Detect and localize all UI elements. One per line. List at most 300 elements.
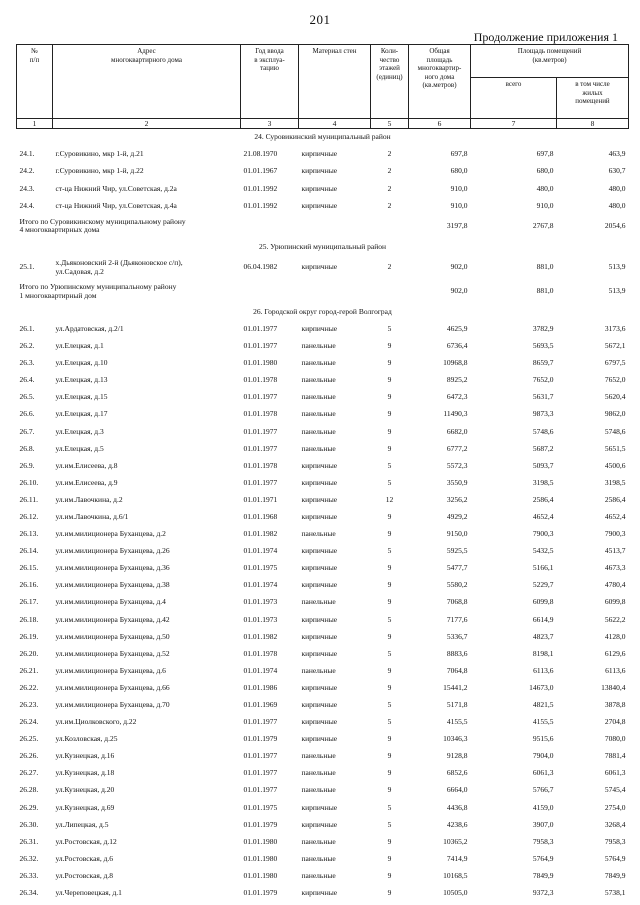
floors-cell: 9 <box>387 341 392 351</box>
address-cell: ул.им.Циолковского, д.22 <box>55 717 137 727</box>
address-cell: ул.Елецкая, д.13 <box>55 375 108 385</box>
column-number: 3 <box>241 119 299 129</box>
premises-living-cell: 4673,3 <box>604 563 626 573</box>
commission-date-cell: 01.01.1974 <box>243 665 278 675</box>
floors-cell: 9 <box>387 358 392 368</box>
table-row <box>17 748 629 765</box>
wall-material-cell: кирпичные <box>301 166 338 176</box>
address-cell: ул.им.милиционера Буханцева, д.6 <box>55 665 166 675</box>
row-number: 26.19. <box>19 631 39 641</box>
premises-living-cell: 630,7 <box>608 166 626 176</box>
address-cell: ул.Елецкая, д.3 <box>55 426 104 436</box>
premises-living-cell: 7958,3 <box>604 836 626 846</box>
total-area-cell: 5925,5 <box>446 546 468 556</box>
wall-material-cell: кирпичные <box>301 200 338 210</box>
row-number: 24.4. <box>19 200 35 210</box>
address-cell: ул.им.милиционера Буханцева, д.42 <box>55 614 170 624</box>
premises-all-cell: 5693,5 <box>532 341 554 351</box>
header-premises-area: Площадь помещений (кв.метров) <box>471 45 629 78</box>
total-area-cell: 6736,4 <box>446 341 468 351</box>
table-body <box>17 129 629 902</box>
row-number: 26.17. <box>19 597 39 607</box>
section-row <box>17 238 629 255</box>
commission-date-cell: 01.01.1974 <box>243 580 278 590</box>
table-row <box>17 389 629 406</box>
premises-all-cell: 5748,6 <box>532 426 554 436</box>
address-cell: ст-ца Нижний Чир, ул.Советская, д.4а <box>55 200 177 210</box>
table-row <box>17 457 629 474</box>
address-cell: ул.Козловская, д.25 <box>55 734 118 744</box>
floors-cell: 9 <box>387 563 392 573</box>
total-area-cell: 4625,9 <box>446 323 468 333</box>
commission-date-cell: 01.01.1982 <box>243 631 278 641</box>
wall-material-cell: кирпичные <box>301 563 338 573</box>
commission-date-cell: 01.01.1977 <box>243 341 278 351</box>
commission-date-cell: 01.01.1973 <box>243 597 278 607</box>
premises-living-cell: 480,0 <box>608 200 626 210</box>
commission-date-cell: 01.01.1977 <box>243 717 278 727</box>
commission-date-cell: 01.01.1980 <box>243 358 278 368</box>
commission-date-cell: 01.01.1977 <box>243 323 278 333</box>
address-cell: г.Суровикино, мкр 1-й, д.22 <box>55 166 144 176</box>
row-number: 26.26. <box>19 751 39 761</box>
wall-material-cell: кирпичные <box>301 580 338 590</box>
address-cell: ул.им.милиционера Буханцева, д.4 <box>55 597 166 607</box>
table-row <box>17 543 629 560</box>
floors-cell: 2 <box>387 262 392 272</box>
premises-living-cell: 5748,6 <box>604 426 626 436</box>
premises-living-cell: 13840,4 <box>601 682 626 692</box>
premises-living-cell: 4652,4 <box>604 511 626 521</box>
section-title: 26. Городской округ город-герой Волгоград <box>253 306 392 316</box>
premises-living-cell: 6061,3 <box>604 768 626 778</box>
wall-material-cell: кирпичные <box>301 648 338 658</box>
commission-date-cell: 01.01.1980 <box>243 870 278 880</box>
row-number: 24.1. <box>19 149 35 159</box>
table-row <box>17 833 629 850</box>
table-row <box>17 256 629 280</box>
total-area-cell: 6852,6 <box>446 768 468 778</box>
wall-material-cell: панельные <box>301 426 336 436</box>
wall-material-cell: панельные <box>301 785 336 795</box>
commission-date-cell: 01.01.1978 <box>243 648 278 658</box>
header-living: в том числе жилых помещений <box>557 78 629 119</box>
row-number: 26.31. <box>19 836 39 846</box>
total-area-cell: 10968,8 <box>443 358 468 368</box>
wall-material-cell: кирпичные <box>301 323 338 333</box>
premises-living-cell: 2586,4 <box>604 494 626 504</box>
total-area-cell: 5580,2 <box>446 580 468 590</box>
floors-cell: 9 <box>387 631 392 641</box>
address-cell: ул.Кузнецкая, д.18 <box>55 768 115 778</box>
column-number: 8 <box>557 119 629 129</box>
floors-cell: 9 <box>387 580 392 590</box>
table-row <box>17 475 629 492</box>
total-label: Итого по Суровикинскому муниципальному району 4 многоквартирных дома <box>19 216 186 235</box>
total-label: Итого по Урюпинскому муниципальному району 1 многоквартирный дом <box>19 282 177 300</box>
wall-material-cell: кирпичные <box>301 511 338 521</box>
premises-all-cell: 4159,0 <box>532 802 554 812</box>
premises-all-cell: 480,0 <box>536 183 554 193</box>
floors-cell: 9 <box>387 597 392 607</box>
premises-living-cell: 3173,6 <box>604 323 626 333</box>
total-area-cell: 4436,8 <box>446 802 468 812</box>
total-area-cell: 10346,3 <box>443 734 468 744</box>
wall-material-cell: панельные <box>301 529 336 539</box>
premises-all-cell: 3198,5 <box>532 477 554 487</box>
total-area-cell: 680,0 <box>450 166 468 176</box>
page-number: 201 <box>309 12 331 27</box>
premises-living-cell: 6113,6 <box>605 665 626 675</box>
commission-date-cell: 01.01.1979 <box>243 734 278 744</box>
address-cell: ул.Елецкая, д.1 <box>55 341 104 351</box>
floors-cell: 9 <box>387 768 392 778</box>
floors-cell: 2 <box>387 149 392 159</box>
premises-living-cell: 3198,5 <box>604 477 626 487</box>
address-cell: ул.Кузнецкая, д.69 <box>55 802 115 812</box>
wall-material-cell: кирпичные <box>301 477 338 487</box>
row-number: 26.21. <box>19 665 39 675</box>
total-area-cell: 910,0 <box>450 200 468 210</box>
premises-all-cell: 7900,3 <box>532 529 554 539</box>
premises-living-cell: 6129,6 <box>604 648 626 658</box>
floors-cell: 5 <box>387 546 392 556</box>
commission-date-cell: 01.01.1969 <box>243 700 278 710</box>
premises-all-cell: 9515,6 <box>532 734 554 744</box>
premises-all-cell: 697,8 <box>536 149 554 159</box>
premises-living-cell: 4128,0 <box>604 631 626 641</box>
premises-all-cell: 2767,8 <box>532 221 554 231</box>
table-row <box>17 799 629 816</box>
premises-all-cell: 4652,4 <box>532 511 554 521</box>
row-number: 26.9. <box>19 460 35 470</box>
commission-date-cell: 01.01.1980 <box>243 836 278 846</box>
table-row <box>17 577 629 594</box>
floors-cell: 5 <box>387 460 392 470</box>
total-area-cell: 15441,2 <box>443 682 468 692</box>
address-cell: ул.им.милиционера Буханцева, д.66 <box>55 682 170 692</box>
premises-living-cell: 7900,3 <box>604 529 626 539</box>
wall-material-cell: кирпичные <box>301 494 338 504</box>
header-no: № п/п <box>17 45 53 119</box>
row-number: 26.10. <box>19 477 39 487</box>
column-number: 6 <box>409 119 471 129</box>
row-number: 26.18. <box>19 614 39 624</box>
section-row <box>17 129 629 147</box>
premises-living-cell: 5745,4 <box>604 785 626 795</box>
row-number: 26.6. <box>19 409 35 419</box>
premises-all-cell: 3907,0 <box>532 819 554 829</box>
address-cell: ул.им.Лавочкина, д.2 <box>55 494 123 504</box>
premises-all-cell: 7652,0 <box>532 375 554 385</box>
table-row <box>17 560 629 577</box>
commission-date-cell: 01.01.1977 <box>243 392 278 402</box>
row-number: 26.30. <box>19 819 39 829</box>
wall-material-cell: панельные <box>301 768 336 778</box>
row-number: 26.24. <box>19 717 39 727</box>
total-area-cell: 902,0 <box>450 286 468 296</box>
wall-material-cell: кирпичные <box>301 734 338 744</box>
column-number: 4 <box>299 119 371 129</box>
floors-cell: 9 <box>387 409 392 419</box>
commission-date-cell: 01.01.1978 <box>243 460 278 470</box>
table-row <box>17 782 629 799</box>
premises-living-cell: 9862,0 <box>604 409 626 419</box>
wall-material-cell: панельные <box>301 392 336 402</box>
header-all: всего <box>471 78 557 119</box>
row-number: 26.28. <box>19 785 39 795</box>
row-number: 26.33. <box>19 870 39 880</box>
row-number: 26.23. <box>19 700 39 710</box>
total-area-cell: 4155,5 <box>446 717 468 727</box>
premises-living-cell: 7881,4 <box>604 751 626 761</box>
total-area-cell: 5171,8 <box>446 700 468 710</box>
table-row <box>17 611 629 628</box>
table-row <box>17 526 629 543</box>
commission-date-cell: 01.01.1992 <box>243 200 278 210</box>
table-row <box>17 321 629 338</box>
commission-date-cell: 01.01.1973 <box>243 614 278 624</box>
address-cell: ул.Липецкая, д.5 <box>55 819 109 829</box>
table-row <box>17 492 629 509</box>
header-material: Материал стен <box>299 45 371 119</box>
column-number: 2 <box>53 119 241 129</box>
table-row <box>17 594 629 611</box>
header-year: Год ввода в эксплуа- тацию <box>241 45 299 119</box>
row-number: 26.22. <box>19 682 39 692</box>
total-area-cell: 5477,7 <box>446 563 468 573</box>
floors-cell: 5 <box>387 323 392 333</box>
row-number: 26.15. <box>19 563 39 573</box>
total-area-cell: 5336,7 <box>446 631 468 641</box>
address-cell: ул.им.милиционера Буханцева, д.36 <box>55 563 170 573</box>
wall-material-cell: кирпичные <box>301 546 338 556</box>
wall-material-cell: панельные <box>301 341 336 351</box>
wall-material-cell: панельные <box>301 409 336 419</box>
premises-living-cell: 7080,0 <box>604 734 626 744</box>
row-number: 26.1. <box>19 323 35 333</box>
total-row <box>17 280 629 304</box>
table-row <box>17 628 629 645</box>
premises-all-cell: 881,0 <box>536 286 554 296</box>
row-number: 26.14. <box>19 546 39 556</box>
premises-living-cell: 3878,8 <box>604 700 626 710</box>
total-area-cell: 902,0 <box>450 262 468 272</box>
total-row <box>17 214 629 238</box>
table-row <box>17 372 629 389</box>
table-row <box>17 731 629 748</box>
address-cell: ст-ца Нижний Чир, ул.Советская, д.2а <box>55 183 177 193</box>
address-cell: ул.Елецкая, д.17 <box>55 409 108 419</box>
premises-living-cell: 2054,6 <box>604 221 626 231</box>
premises-all-cell: 9873,3 <box>532 409 554 419</box>
floors-cell: 5 <box>387 819 392 829</box>
address-cell: ул.им.Елисеева, д.9 <box>55 477 118 487</box>
premises-living-cell: 513,9 <box>608 262 626 272</box>
premises-all-cell: 7849,9 <box>532 870 554 880</box>
total-area-cell: 697,8 <box>450 149 468 159</box>
total-area-cell: 4238,6 <box>446 819 468 829</box>
floors-cell: 9 <box>387 665 392 675</box>
floors-cell: 12 <box>385 494 394 504</box>
premises-living-cell: 4500,6 <box>604 460 626 470</box>
table-row <box>17 440 629 457</box>
premises-all-cell: 14673,0 <box>529 682 554 692</box>
total-area-cell: 8925,2 <box>446 375 468 385</box>
row-number: 26.11. <box>19 494 38 504</box>
table-row <box>17 816 629 833</box>
table-row <box>17 180 629 197</box>
table-row <box>17 146 629 163</box>
total-area-cell: 9128,8 <box>446 751 468 761</box>
address-cell: ул.Елецкая, д.5 <box>55 443 104 453</box>
row-number: 26.4. <box>19 375 35 385</box>
floors-cell: 9 <box>387 392 392 402</box>
table-row <box>17 868 629 885</box>
wall-material-cell: кирпичные <box>301 183 338 193</box>
section-title: 24. Суровикинский муниципальный район <box>254 132 391 142</box>
floors-cell: 9 <box>387 426 392 436</box>
table-row <box>17 851 629 868</box>
total-area-cell: 8883,6 <box>446 648 468 658</box>
total-area-cell: 3550,9 <box>446 477 468 487</box>
wall-material-cell: кирпичные <box>301 614 338 624</box>
commission-date-cell: 01.01.1978 <box>243 409 278 419</box>
premises-living-cell: 5651,5 <box>604 443 626 453</box>
wall-material-cell: кирпичные <box>301 717 338 727</box>
header-floors: Коли- чество этажей (единиц) <box>371 45 409 119</box>
address-cell: ул.им.милиционера Буханцева, д.70 <box>55 700 170 710</box>
premises-living-cell: 2704,8 <box>604 717 626 727</box>
table-row <box>17 423 629 440</box>
commission-date-cell: 01.01.1968 <box>243 511 278 521</box>
address-cell: ул.им.Елисеева, д.8 <box>55 460 118 470</box>
address-cell: ул.Елецкая, д.15 <box>55 392 108 402</box>
table-row <box>17 645 629 662</box>
total-area-cell: 11490,3 <box>443 409 468 419</box>
total-area-cell: 6682,0 <box>446 426 468 436</box>
floors-cell: 5 <box>387 477 392 487</box>
address-cell: ул.Ардатовская, д.2/1 <box>55 323 124 333</box>
column-number: 1 <box>17 119 53 129</box>
premises-living-cell: 3268,4 <box>604 819 626 829</box>
wall-material-cell: кирпичные <box>301 700 338 710</box>
section-row <box>17 304 629 321</box>
commission-date-cell: 01.01.1975 <box>243 563 278 573</box>
wall-material-cell: панельные <box>301 375 336 385</box>
premises-all-cell: 7958,3 <box>532 836 554 846</box>
premises-living-cell: 7849,9 <box>604 870 626 880</box>
floors-cell: 5 <box>387 700 392 710</box>
address-cell: ул.им.милиционера Буханцева, д.38 <box>55 580 170 590</box>
table-row <box>17 714 629 731</box>
floors-cell: 9 <box>387 785 392 795</box>
premises-living-cell: 4513,7 <box>604 546 626 556</box>
address-cell: ул.Елецкая, д.10 <box>55 358 108 368</box>
row-number: 26.3. <box>19 358 35 368</box>
premises-all-cell: 2586,4 <box>532 494 554 504</box>
table-row <box>17 406 629 423</box>
premises-all-cell: 881,0 <box>536 262 554 272</box>
premises-all-cell: 6113,6 <box>533 665 554 675</box>
address-cell: х.Дьяконовский 2-й (Дьяконовское с/п), ул.Садовая, д.2 <box>55 258 183 276</box>
row-number: 26.12. <box>19 511 39 521</box>
floors-cell: 2 <box>387 166 392 176</box>
address-cell: ул.им.милиционера Буханцева, д.2 <box>55 529 166 539</box>
commission-date-cell: 06.04.1982 <box>243 262 278 272</box>
premises-living-cell: 5620,4 <box>604 392 626 402</box>
premises-living-cell: 5672,1 <box>604 341 626 351</box>
floors-cell: 5 <box>387 648 392 658</box>
floors-cell: 9 <box>387 375 392 385</box>
row-number: 26.27. <box>19 768 39 778</box>
premises-all-cell: 8659,7 <box>532 358 554 368</box>
table-row <box>17 355 629 372</box>
premises-living-cell: 7652,0 <box>604 375 626 385</box>
commission-date-cell: 01.01.1975 <box>243 802 278 812</box>
commission-date-cell: 01.01.1971 <box>243 494 278 504</box>
commission-date-cell: 01.01.1977 <box>243 426 278 436</box>
premises-all-cell: 4823,7 <box>532 631 554 641</box>
commission-date-cell: 01.01.1977 <box>243 785 278 795</box>
wall-material-cell: панельные <box>301 443 336 453</box>
table-row <box>17 338 629 355</box>
header-address: Адрес многоквартирного дома <box>53 45 241 119</box>
premises-all-cell: 3782,9 <box>532 323 554 333</box>
wall-material-cell: панельные <box>301 597 336 607</box>
total-area-cell: 6777,2 <box>446 443 468 453</box>
row-number: 26.8. <box>19 443 35 453</box>
commission-date-cell: 01.01.1967 <box>243 166 278 176</box>
commission-date-cell: 01.01.1978 <box>243 375 278 385</box>
premises-living-cell: 5738,1 <box>604 888 626 898</box>
table-row <box>17 697 629 714</box>
premises-all-cell: 6061,3 <box>532 768 554 778</box>
premises-living-cell: 6099,8 <box>604 597 626 607</box>
apartment-buildings-table <box>16 44 629 902</box>
address-cell: ул.Череповецкая, д.1 <box>55 888 122 898</box>
floors-cell: 9 <box>387 511 392 521</box>
table-row <box>17 163 629 180</box>
total-area-cell: 7064,8 <box>446 665 468 675</box>
premises-living-cell: 480,0 <box>608 183 626 193</box>
commission-date-cell: 01.01.1980 <box>243 853 278 863</box>
floors-cell: 9 <box>387 751 392 761</box>
address-cell: ул.им.милиционера Буханцева, д.50 <box>55 631 170 641</box>
premises-all-cell: 4155,5 <box>532 717 554 727</box>
floors-cell: 2 <box>387 200 392 210</box>
row-number: 26.13. <box>19 529 39 539</box>
premises-all-cell: 680,0 <box>536 166 554 176</box>
row-number: 26.7. <box>19 426 35 436</box>
commission-date-cell: 01.01.1979 <box>243 888 278 898</box>
address-cell: ул.Ростовская, д.12 <box>55 836 117 846</box>
floors-cell: 9 <box>387 888 392 898</box>
total-area-cell: 3256,2 <box>446 494 468 504</box>
column-number: 5 <box>371 119 409 129</box>
total-area-cell: 5572,3 <box>446 460 468 470</box>
commission-date-cell: 21.08.1970 <box>243 149 278 159</box>
floors-cell: 2 <box>387 183 392 193</box>
wall-material-cell: панельные <box>301 665 336 675</box>
total-area-cell: 4929,2 <box>446 511 468 521</box>
premises-all-cell: 910,0 <box>536 200 554 210</box>
total-area-cell: 10168,5 <box>443 870 468 880</box>
commission-date-cell: 01.01.1977 <box>243 768 278 778</box>
total-area-cell: 7068,8 <box>446 597 468 607</box>
wall-material-cell: панельные <box>301 358 336 368</box>
premises-all-cell: 6099,8 <box>532 597 554 607</box>
